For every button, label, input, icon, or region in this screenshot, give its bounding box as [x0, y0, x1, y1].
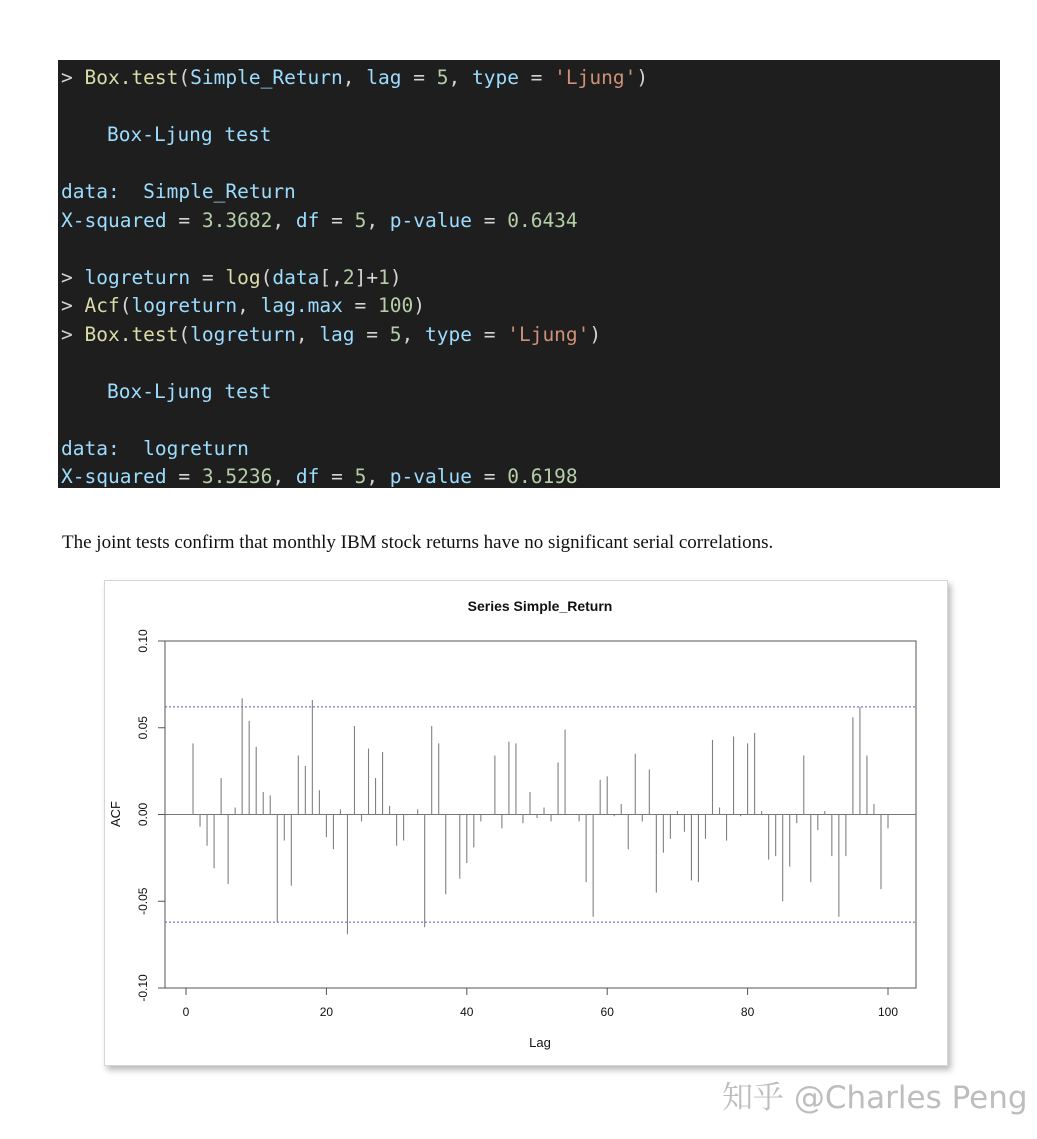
- code-token: =: [471, 465, 508, 488]
- code-token: X-squared: [61, 208, 167, 232]
- console-line: [61, 178, 1000, 207]
- code-token: 0.6434: [507, 208, 578, 232]
- code-token: Box.test: [84, 322, 179, 346]
- code-token: Acf: [84, 294, 120, 317]
- code-token: (: [178, 66, 191, 89]
- console-line: [61, 463, 1000, 488]
- code-token: logreturn: [84, 265, 191, 289]
- code-token: logreturn: [131, 294, 238, 317]
- code-token: =: [342, 294, 379, 317]
- code-token: ): [413, 294, 426, 317]
- code-token: ,: [295, 322, 320, 346]
- code-token: ,: [366, 208, 390, 232]
- x-tick-label: 80: [740, 1005, 755, 1019]
- code-token: Box-Ljung test: [107, 123, 272, 146]
- code-token: ,: [366, 465, 390, 488]
- code-token: =: [401, 66, 437, 89]
- code-token: 5: [389, 322, 402, 346]
- console-line: [61, 349, 1000, 378]
- acf-figure: [104, 580, 948, 1066]
- console-line: [61, 292, 1000, 321]
- code-token: (: [119, 294, 132, 317]
- code-token: (: [260, 265, 273, 289]
- console-line: [61, 321, 1000, 350]
- code-token: 5: [354, 208, 367, 232]
- code-token: ,: [448, 66, 472, 89]
- code-token: =: [166, 208, 202, 232]
- code-token: 100: [378, 294, 414, 317]
- code-token: 3.3682: [201, 208, 273, 232]
- x-axis-label: Lag: [529, 1035, 551, 1050]
- code-token: 5: [354, 465, 367, 488]
- code-token: data: logreturn: [61, 436, 249, 460]
- code-token: df: [295, 465, 320, 488]
- code-token: df: [295, 208, 320, 232]
- y-tick-label: -0.05: [136, 887, 150, 915]
- code-token: log: [225, 265, 261, 289]
- caption-text: The joint tests confirm that monthly IBM stock returns have no significant serial correlations.: [62, 532, 774, 553]
- console-line: [61, 406, 1000, 435]
- code-token: Box.test: [84, 66, 179, 89]
- x-tick-label: 100: [877, 1005, 899, 1019]
- console-prompt: >: [61, 265, 85, 289]
- console-line: [61, 435, 1000, 464]
- code-token: ,: [272, 465, 296, 488]
- y-tick-label: 0.10: [136, 629, 150, 653]
- code-token: =: [319, 465, 355, 488]
- code-token: lag.max: [260, 294, 343, 317]
- y-axis-label: ACF: [108, 801, 123, 827]
- code-token: =: [190, 265, 226, 289]
- code-token: =: [518, 66, 555, 89]
- console-line: [61, 235, 1000, 264]
- code-token: ): [589, 322, 602, 346]
- y-tick-label: 0.05: [136, 716, 150, 740]
- code-token: =: [354, 322, 390, 346]
- console-line: [61, 264, 1000, 293]
- x-tick-label: 0: [182, 1005, 190, 1019]
- console-line: [61, 150, 1000, 179]
- code-token: type: [425, 322, 472, 346]
- y-tick-label: 0.00: [136, 802, 150, 827]
- code-token: Simple_Return: [190, 66, 343, 89]
- watermark: 知乎 @Charles Peng: [722, 1080, 1028, 1116]
- console-line: [61, 121, 1000, 150]
- code-token: ,: [272, 208, 296, 232]
- code-token: =: [471, 322, 508, 346]
- console-line: [61, 378, 1000, 407]
- code-token: X-squared: [61, 465, 167, 488]
- code-token: 2: [342, 265, 355, 289]
- console-line: [61, 207, 1000, 236]
- code-token: 'Ljung': [554, 66, 637, 89]
- x-tick-label: 20: [319, 1005, 334, 1019]
- console-line: [61, 93, 1000, 122]
- code-token: lag: [319, 322, 355, 346]
- code-token: 5: [436, 66, 449, 89]
- code-token: [,: [319, 265, 343, 289]
- code-token: =: [471, 208, 508, 232]
- code-token: ,: [401, 322, 426, 346]
- console-line: [61, 64, 1000, 93]
- code-token: ,: [342, 66, 367, 89]
- code-token: data: [272, 265, 320, 289]
- code-token: logreturn: [190, 322, 296, 346]
- code-token: 3.5236: [201, 465, 273, 488]
- code-token: p-value: [389, 465, 472, 488]
- console-prompt: >: [61, 322, 85, 346]
- console-prompt: >: [61, 66, 85, 89]
- code-token: p-value: [389, 208, 472, 232]
- chart-title: Series Simple_Return: [467, 598, 613, 614]
- console-prompt: >: [61, 294, 85, 317]
- code-token: data: Simple_Return: [61, 180, 296, 203]
- code-token: ): [389, 265, 402, 289]
- code-token: ]+: [354, 265, 379, 289]
- acf-chart: [105, 581, 947, 1065]
- code-token: 'Ljung': [507, 322, 590, 346]
- code-token: =: [166, 465, 202, 488]
- code-token: 0.6198: [507, 465, 578, 488]
- code-token: ,: [237, 294, 261, 317]
- y-tick-label: -0.10: [136, 974, 150, 1002]
- r-console-output: [58, 60, 1000, 488]
- code-token: lag: [366, 66, 402, 89]
- code-token: Box-Ljung test: [107, 379, 272, 403]
- x-tick-label: 60: [600, 1005, 614, 1019]
- code-token: type: [471, 66, 519, 89]
- code-token: (: [178, 322, 191, 346]
- x-tick-label: 40: [460, 1005, 474, 1019]
- code-token: 1: [378, 265, 390, 289]
- code-token: =: [319, 208, 355, 232]
- code-token: ): [636, 66, 649, 89]
